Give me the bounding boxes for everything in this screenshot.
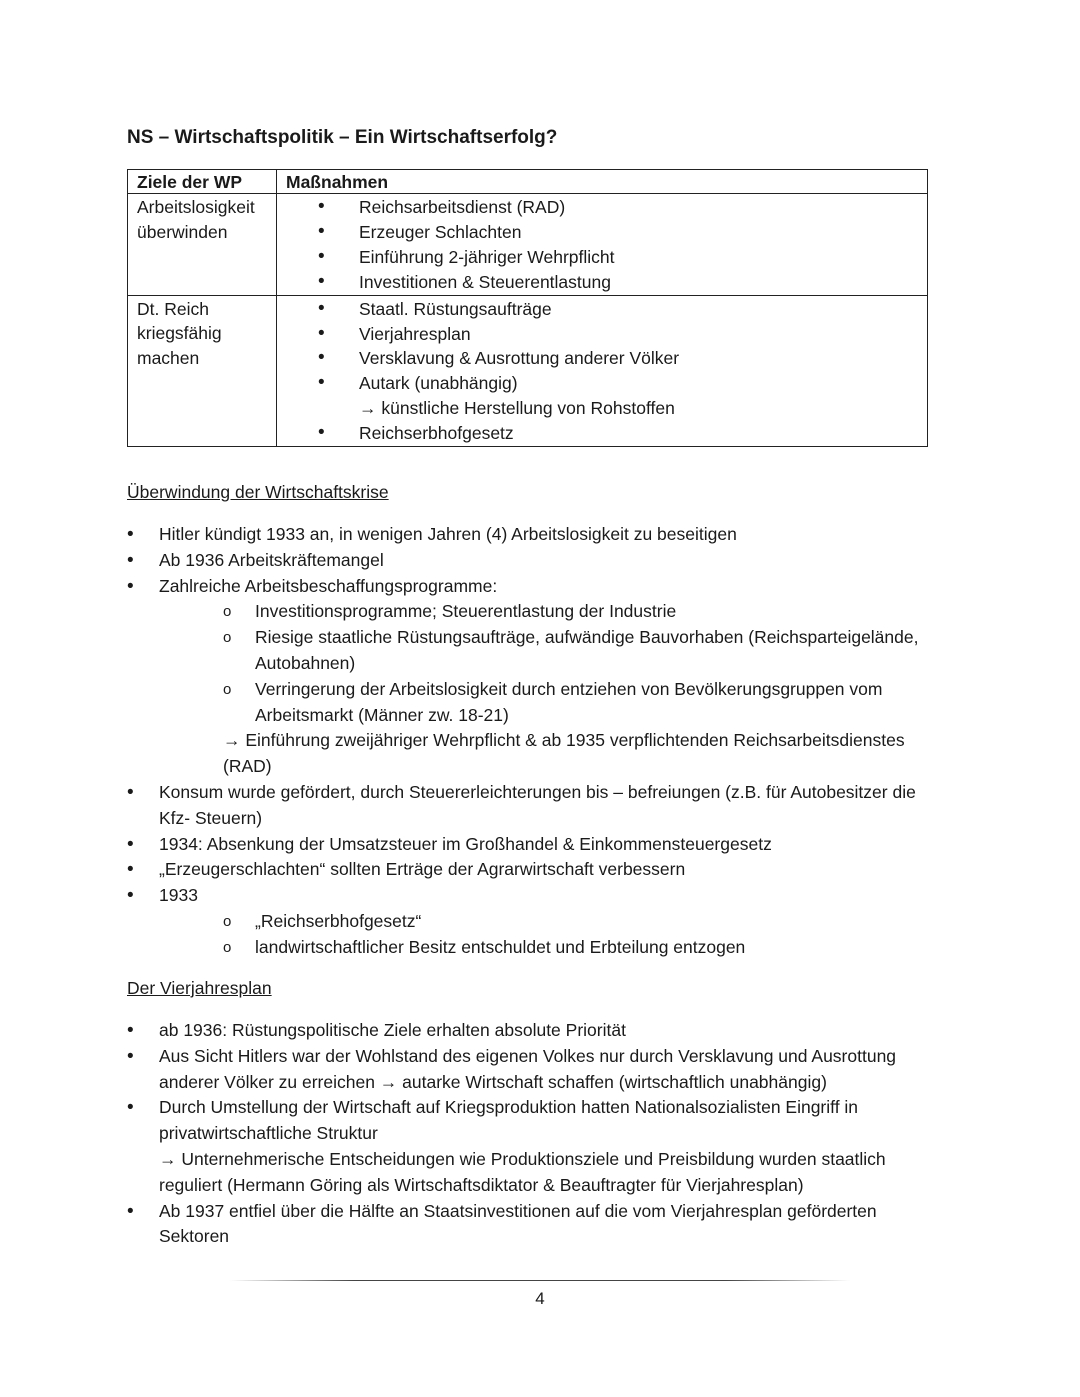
measures-list — [286, 195, 919, 295]
list-item: • Konsum wurde gefördert, durch Steuererleichterungen bis – befreiungen (z.B. für Autobesitzer die Kfz- Steuern) — [127, 780, 947, 832]
list-item: • „Erzeugerschlachten“ sollten Erträge der Agrarwirtschaft verbessern — [127, 857, 947, 883]
list-item: • Ab 1937 entfiel über die Hälfte an Staatsinvestitionen auf die vom Vierjahresplan geförderten Sektoren — [127, 1199, 947, 1251]
list-item-text: Durch Umstellung der Wirtschaft auf Kriegsproduktion hatten Nationalsozialisten Eingriff in privatwirtschaftliche Struktur — [159, 1097, 859, 1144]
measure-item-text: Autark (unabhängig) — [359, 373, 518, 394]
sub-list — [159, 599, 947, 728]
sub-list-item: o Verringerung der Arbeitslosigkeit durch entziehen von Bevölkerungsgruppen vom Arbeitsmarkt (Männer zw. 18-21) — [223, 677, 947, 729]
document-title: NS – Wirtschaftspolitik – Ein Wirtschaftserfolg? — [127, 127, 558, 148]
goal-line: Arbeitslosigkeit — [137, 197, 255, 217]
arrow-note: → Einführung zweijähriger Wehrpflicht & ab 1935 verpflichtenden Reichsarbeitsdienstes (RAD) — [223, 730, 905, 777]
list-item: • Ab 1936 Arbeitskräftemangel — [127, 548, 947, 574]
table-row — [128, 194, 928, 296]
list-item — [127, 1095, 947, 1198]
measure-item: • Einführung 2-jähriger Wehrpflicht — [318, 245, 919, 270]
measure-item: • Staatl. Rüstungsaufträge — [318, 297, 919, 322]
list-item — [127, 883, 947, 960]
footer-divider — [230, 1280, 850, 1281]
goal-line: machen — [137, 347, 200, 368]
sub-list-item: o landwirtschaftlicher Besitz entschuldet und Erbteilung entzogen — [223, 935, 947, 961]
list-item-text: 1933 — [159, 885, 198, 906]
section-heading-crisis: Überwindung der Wirtschaftskrise — [127, 482, 389, 502]
sub-list — [159, 909, 947, 961]
measure-item: • Versklavung & Ausrottung anderer Völker — [318, 346, 919, 371]
measure-item: • Erzeuger Schlachten — [318, 220, 919, 245]
header-measures: Maßnahmen — [277, 170, 928, 194]
sub-list-item: o Investitionsprogramme; Steuerentlastung der Industrie — [223, 599, 947, 625]
measure-item: • Investitionen & Steuerentlastung — [318, 270, 919, 295]
measure-item — [318, 371, 919, 421]
list-item-text: Zahlreiche Arbeitsbeschaffungsprogramme: — [159, 575, 498, 596]
measure-sub-arrow: → künstliche Herstellung von Rohstoffen — [359, 398, 675, 419]
list-item: • 1934: Absenkung der Umsatzsteuer im Großhandel & Einkommensteuergesetz — [127, 832, 947, 858]
table-row — [128, 295, 928, 446]
goal-line: Dt. Reich — [137, 298, 209, 319]
measures-list — [286, 297, 919, 446]
goal-cell — [128, 194, 277, 296]
crisis-bullet-list — [127, 522, 947, 961]
goal-line: überwinden — [137, 221, 228, 242]
four-year-plan-bullet-list — [127, 1018, 947, 1250]
measure-item: • Reichsarbeitsdienst (RAD) — [318, 195, 919, 220]
list-item: • Aus Sicht Hitlers war der Wohlstand des eigenen Volkes nur durch Versklavung und Ausrottung anderer Völker zu erreichen → autarke Wirtschaft schaffen (wirtschaftlich unabhängig) — [127, 1044, 947, 1096]
goal-line: kriegsfähig — [137, 323, 222, 344]
page-number: 4 — [535, 1289, 545, 1308]
list-item: • Hitler kündigt 1933 an, in wenigen Jahren (4) Arbeitslosigkeit zu beseitigen — [127, 522, 947, 548]
sub-list-item: o Riesige staatliche Rüstungsaufträge, aufwändige Bauvorhaben (Reichsparteigelände, Autobahnen) — [223, 625, 947, 677]
header-goals: Ziele der WP — [128, 170, 277, 194]
goal-cell — [128, 295, 277, 446]
list-item: • ab 1936: Rüstungspolitische Ziele erhalten absolute Priorität — [127, 1018, 947, 1044]
sub-list-item: o „Reichserbhofgesetz“ — [223, 909, 947, 935]
goals-measures-table — [127, 169, 928, 447]
measure-item: • Reichserbhofgesetz — [318, 421, 919, 446]
section-heading-four-year-plan: Der Vierjahresplan — [127, 978, 272, 998]
measure-item: • Vierjahresplan — [318, 322, 919, 347]
measures-cell — [277, 194, 928, 296]
measures-cell — [277, 295, 928, 446]
arrow-note: → Unternehmerische Entscheidungen wie Produktionsziele und Preisbildung wurden staatlich reguliert (Hermann Göring als Wirtschaftsdiktator & Beauftragter für Vierjahresplan) — [159, 1148, 886, 1195]
list-item — [127, 574, 947, 780]
table-header-row — [128, 170, 928, 194]
